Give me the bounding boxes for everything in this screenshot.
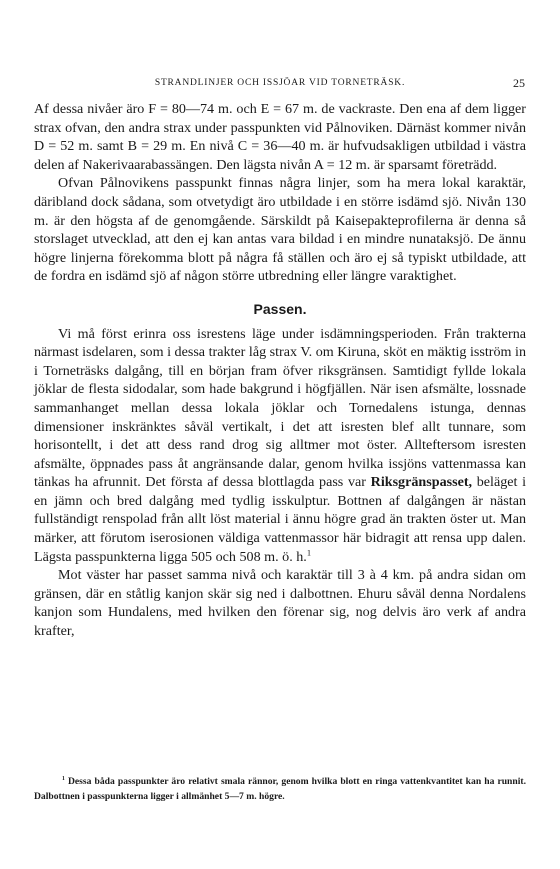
body-text	[34, 100, 526, 641]
running-title: STRANDLINJER OCH ISSJÖAR VID TORNETRÄSK.	[154, 78, 406, 88]
footnote-text: Dessa båda passpunkter äro relativt smala rännor, genom hvilka blott en ringa vattenkvantitet kan ha runnit. Dalbottnen i passpunkterna ligger i allmänhet 5—7 m. högre.	[34, 776, 526, 802]
page-number: 25	[513, 76, 525, 90]
passes-text-part2: beläget i en jämn och bred dalgång med tydlig isskulptur. Bottnen af dalgången är nästan fullständigt renspolad från allt löst material i ännu högre grad än trakten öster ut. Man märker, att förutom iserosionen väldiga vattenmassor här bidragit att rensa upp dalen. Lägsta passpunkterna ligga 505 och 508 m. ö. h.	[34, 474, 527, 565]
paragraph-levels: Af dessa nivåer äro F = 80—74 m. och E = 67 m. de vackraste. Den ena af dem ligger strax ofvan, den andra strax under passpunkten vid Pålnoviken. Därnäst kommer nivån D = 52 m. samt B = 29 m. En nivå C = 36—40 m. är hufvudsakligen utbildad i västra delen af Nakerivaarabassängen. Den lägsta nivån A = 12 m. är sparsamt företrädd.	[34, 101, 526, 173]
footnote-reference: 1	[306, 546, 312, 557]
section-heading: Passen.	[253, 300, 307, 317]
footnote-area	[34, 774, 526, 804]
footnote-item	[34, 774, 526, 804]
paragraph-upper-lines: Ofvan Pålnovikens passpunkt finnas några linjer, som ha mera lokal karaktär, däribland dock sådana, som otvetydigt äro utbildade i en större isdämd sjö. Nivån 130 m. är den högsta af de genomgående. Särskildt på Kaisepakteprofilerna är denna så storslaget utvecklad, att den ej kan antas vara bildad i en mindre nunataksjö. De ännu högre linjerna förekomma blott på några få ställen och äro ej så typiskt utbildade, att de fordra en isdämd sjö af någon större utbredning eller längre varaktighet.	[34, 175, 526, 285]
passes-text-part1: Vi må först erinra oss isrestens läge under isdämningsperioden. Från trakterna närmast isdelaren, som i dessa trakter låg strax V. om Kiruna, sköt en mäktig isström in i Torneträsks dalgång, till en början fram öfver riksgränsen. Samtidigt fyllde lokala jöklar de flesta sidodalar, som hade bakgrund i högfjällen. När isen afsmälte, lossnade sammanhanget mellan dessa lokala jöklar och Tornedalens istunga, dennas dimensioner inskränktes såväl vertikalt, i det att isresten blef allt tunnare, som horisontellt, i det att dess rand drog sig alltmer mot öster. Allteftersom isresten afsmälte, öppnades pass åt angränsande dalar, genom hvilka issjöns vattenmassa kan tänkas ha afrunnit. Det första af dessa blottlagda pass var	[34, 325, 526, 491]
footnote-marker: 1	[62, 775, 65, 782]
paragraph-west: Mot väster har passet samma nivå och karaktär till 3 à 4 km. på andra sidan om gränsen, där en ståtlig kanjon skär sig ned i dalbottnen. Ehuru såväl denna Nordalens kanjon som Hundalens, med hvilken den förenar sig, nog delvis äro verk af andra krafter,	[34, 567, 526, 640]
riksgranspasset-term: Riksgränspasset,	[370, 474, 473, 491]
paragraph-passes	[34, 325, 526, 567]
